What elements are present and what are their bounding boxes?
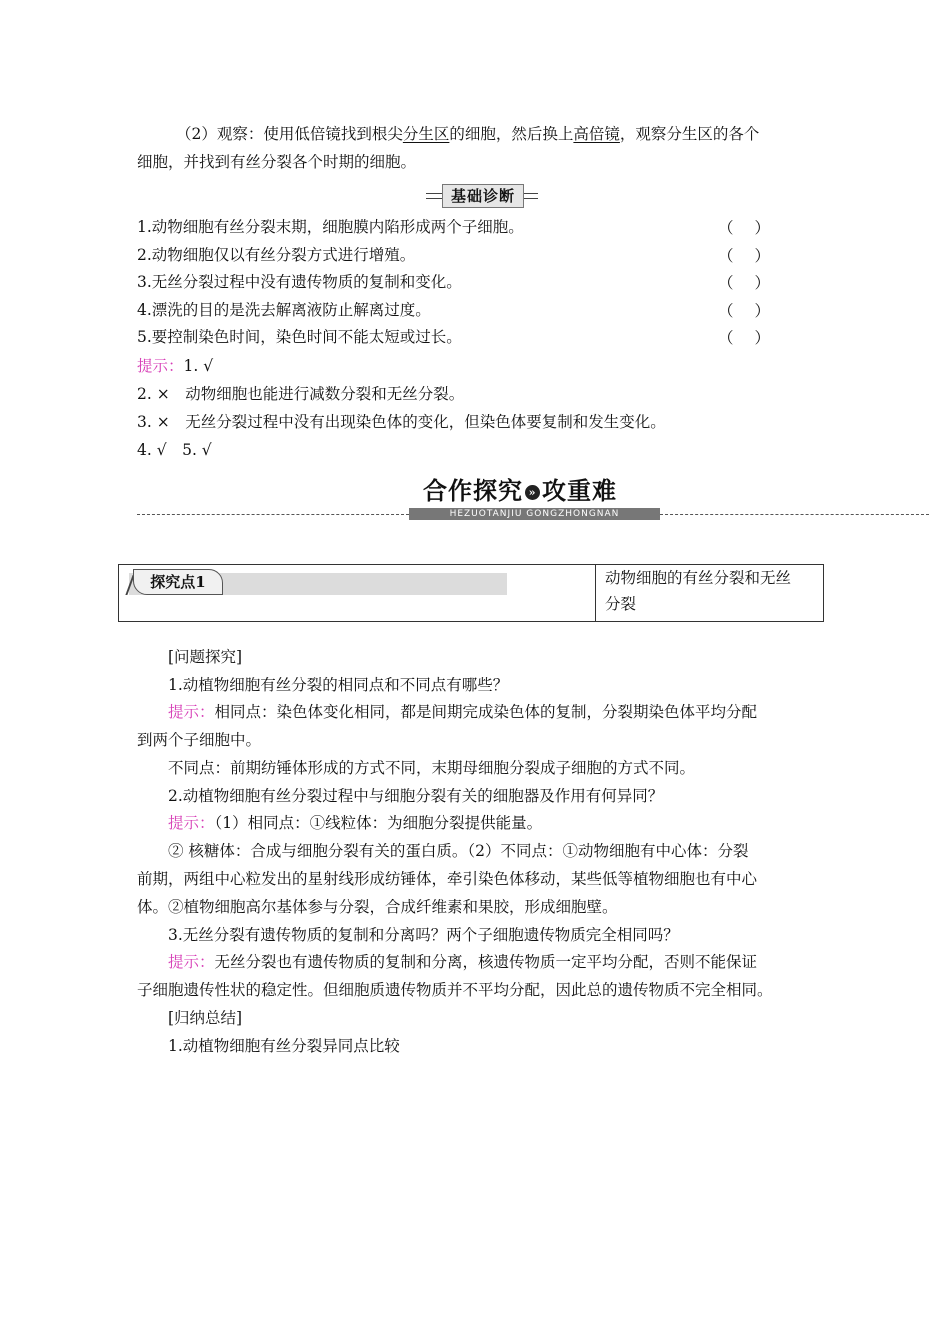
observe-text: （2）观察：使用低倍镜找到根尖 <box>176 125 403 143</box>
paren-open: （ <box>718 329 734 347</box>
answer-blank-1 <box>718 216 770 238</box>
paren-open: （ <box>718 302 734 320</box>
hint-label: 提示： <box>168 703 215 721</box>
underlined-term-fenshengqu: 分生区 <box>402 125 450 143</box>
dashed-rule-right <box>660 514 929 515</box>
answer-blank-5 <box>718 326 770 348</box>
inquiry-heading: [问题探究] <box>168 648 243 666</box>
section-title-part-1: 合作探究 <box>423 476 523 505</box>
diagnosis-banner-text: 基础诊断 <box>442 184 524 208</box>
question-2: 2.动植物细胞有丝分裂过程中与细胞分裂有关的细胞器及作用有何异同？ <box>168 787 664 805</box>
observe-line-1 <box>176 123 759 145</box>
topic-line-1: 动物细胞的有丝分裂和无丝 <box>605 569 792 587</box>
answer-2-line-4: 体。②植物细胞高尔基体参与分裂，合成纤维素和果胶，形成细胞壁。 <box>137 898 618 916</box>
answer-text: （1）相同点：①线粒体：为细胞分裂提供能量。 <box>214 814 543 832</box>
answer-text: 1. √ <box>183 357 214 375</box>
answer-text: 相同点：染色体变化相同，都是间期完成染色体的复制，分裂期染色体平均分配 <box>214 703 758 721</box>
dashed-rule-left <box>137 514 409 515</box>
diagnosis-item-1: 1.动物细胞有丝分裂末期，细胞膜内陷形成两个子细胞。 <box>137 218 524 236</box>
section-subtitle: HEZUOTANJIU GONGZHONGNAN <box>409 508 660 520</box>
question-3: 3.无丝分裂有遗传物质的复制和分离吗？两个子细胞遗传物质完全相同吗？ <box>168 926 679 944</box>
answer-2-line-2: ② 核糖体：合成与细胞分裂有关的蛋白质。（2）不同点：①动物细胞有中心体：分裂 <box>168 842 749 860</box>
inquiry-point-topic <box>605 565 815 617</box>
section-title <box>423 476 617 506</box>
diagnosis-item-5: 5.要控制染色时间，染色时间不能太短或过长。 <box>137 328 462 346</box>
diagnosis-banner <box>426 184 538 206</box>
paren-open: （ <box>718 274 734 292</box>
paren-open: （ <box>718 247 734 265</box>
hint-label: 提示： <box>168 814 215 832</box>
answer-blank-4 <box>718 299 770 321</box>
hint-label: 提示： <box>168 953 215 971</box>
answer-line-4: 4. √ 5. √ <box>137 441 212 459</box>
answer-line-1 <box>137 355 213 377</box>
answer-1-line-3: 不同点：前期纺锤体形成的方式不同，末期母细胞分裂成子细胞的方式不同。 <box>168 759 696 777</box>
answer-line-2: 2. × 动物细胞也能进行减数分裂和无丝分裂。 <box>137 385 465 403</box>
answer-blank-2 <box>718 244 770 266</box>
section-title-part-2: 攻重难 <box>542 476 617 505</box>
paren-close: ） <box>754 302 770 320</box>
answer-text: 无丝分裂也有遗传物质的复制和分离，核遗传物质一定平均分配，否则不能保证 <box>214 953 758 971</box>
inquiry-point-box <box>118 564 824 622</box>
inquiry-point-tag-cell <box>119 565 596 621</box>
inquiry-point-tag: 探究点1 <box>133 569 223 595</box>
section-header <box>137 476 929 524</box>
paren-close: ） <box>754 274 770 292</box>
topic-line-2: 分裂 <box>605 595 637 613</box>
answer-2-line-1 <box>168 812 542 834</box>
observe-text: ，观察分生区的各个 <box>619 125 760 143</box>
arrow-right-icon: » <box>525 485 540 500</box>
question-1: 1.动植物细胞有丝分裂的相同点和不同点有哪些？ <box>168 676 509 694</box>
paren-close: ） <box>754 329 770 347</box>
summary-heading: [归纳总结] <box>168 1009 243 1027</box>
answer-blank-3 <box>718 271 770 293</box>
answer-3-line-1 <box>168 951 757 973</box>
hint-label: 提示： <box>137 357 184 375</box>
diagnosis-item-3: 3.无丝分裂过程中没有遗传物质的复制和变化。 <box>137 273 462 291</box>
summary-item-1: 1.动植物细胞有丝分裂异同点比较 <box>168 1037 400 1055</box>
answer-1-line-2: 到两个子细胞中。 <box>137 731 262 749</box>
diagnosis-item-4: 4.漂洗的目的是洗去解离液防止解离过度。 <box>137 301 431 319</box>
answer-2-line-3: 前期，两组中心粒发出的星射线形成纺锤体，牵引染色体移动，某些低等植物细胞也有中心 <box>137 870 758 888</box>
answer-3-line-2: 子细胞遗传性状的稳定性。但细胞质遗传物质并不平均分配，因此总的遗传物质不完全相同。 <box>137 981 773 999</box>
underlined-term-gaobeijing: 高倍镜 <box>573 125 620 143</box>
answer-line-3: 3. × 无丝分裂过程中没有出现染色体的变化，但染色体要复制和发生变化。 <box>137 413 666 431</box>
answer-1-line-1 <box>168 701 757 723</box>
diagnosis-item-2: 2.动物细胞仅以有丝分裂方式进行增殖。 <box>137 246 416 264</box>
paren-close: ） <box>754 247 770 265</box>
paren-open: （ <box>718 219 734 237</box>
paren-close: ） <box>754 219 770 237</box>
observe-line-2: 细胞，并找到有丝分裂各个时期的细胞。 <box>137 153 417 171</box>
observe-text: 的细胞，然后换上 <box>449 125 574 143</box>
